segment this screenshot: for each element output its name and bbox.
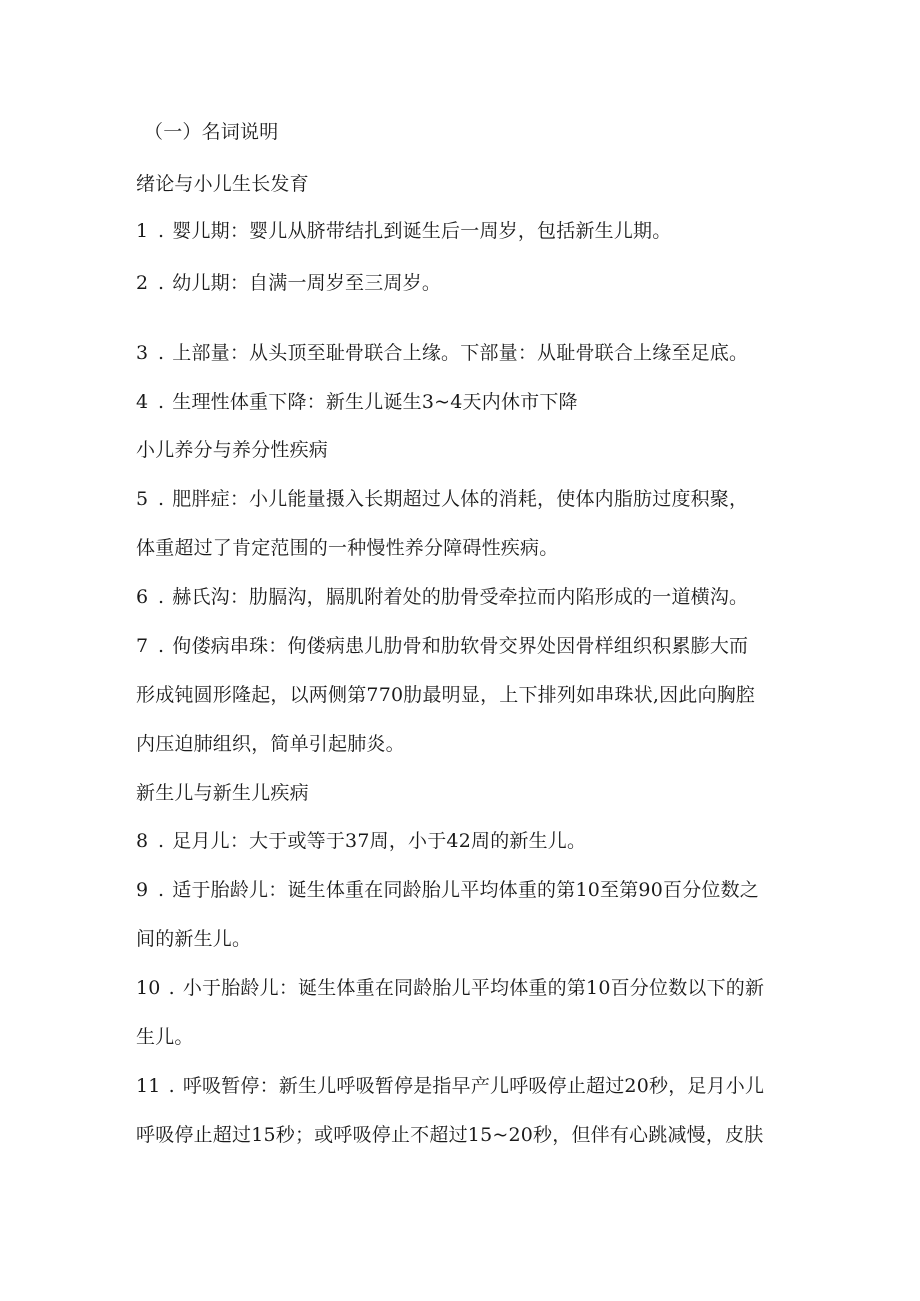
item-text: 上部量：从头顶至耻骨联合上缘。下部量：从耻骨联合上缘至足底。 — [172, 342, 749, 364]
list-item-11-continuation: 呼吸停止超过15秒；或呼吸停止不超过15~20秒，但伴有心跳减慢，皮肤 — [136, 1124, 764, 1146]
item-text: 佝偻病串珠：佝偻病患儿肋骨和肋软骨交界处因骨样组织积累膨大而 — [172, 635, 749, 657]
list-item-5 — [136, 487, 748, 511]
list-item-7-continuation: 内压迫肺组织，简单引起肺炎。 — [136, 733, 405, 755]
item-number: 2 — [136, 272, 149, 294]
item-text: 幼儿期：自满一周岁至三周岁。 — [172, 272, 442, 294]
item-text: 小于胎龄儿：诞生体重在同龄胎儿平均体重的第10百分位数以下的新 — [182, 977, 765, 999]
item-text: 肥胖症：小儿能量摄入长期超过人体的消耗，使体内脂肪过度积聚， — [172, 488, 749, 510]
item-separator: . — [158, 586, 165, 608]
item-separator: . — [158, 391, 165, 413]
list-item-7 — [136, 634, 748, 658]
item-number: 7 — [136, 635, 149, 657]
item-text: 呼吸暂停：新生儿呼吸暂停是指早产儿呼吸停止超过20秒，足月小儿 — [182, 1075, 765, 1097]
item-text: 赫氏沟：肋膈沟，膈肌附着处的肋骨受牵拉而内陷形成的一道横沟。 — [172, 586, 749, 608]
item-number: 10 — [136, 977, 161, 999]
item-text: 生理性体重下降：新生儿诞生3~4天内休市下降 — [172, 391, 578, 413]
list-item-7-continuation: 形成钝圆形隆起，以两侧第770肋最明显，上下排列如串珠状,因此向胸腔 — [136, 684, 756, 706]
list-item-10-continuation: 生儿。 — [136, 1026, 194, 1048]
item-separator: . — [158, 879, 165, 901]
item-number: 3 — [136, 342, 149, 364]
item-number: 4 — [136, 391, 149, 413]
item-text: 婴儿期：婴儿从脐带结扎到诞生后一周岁，包括新生儿期。 — [172, 220, 672, 242]
item-number: 1 — [136, 220, 149, 242]
list-item-9 — [136, 878, 759, 902]
section-heading-nutrition: 小儿养分与养分性疾病 — [136, 439, 329, 461]
item-separator: . — [158, 830, 165, 852]
list-item-10 — [136, 976, 764, 1000]
section-heading-newborn: 新生儿与新生儿疾病 — [136, 782, 309, 804]
item-text: 足月儿：大于或等于37周，小于42周的新生儿。 — [172, 830, 587, 852]
section-heading-growth: 绪论与小儿生长发育 — [136, 173, 309, 195]
list-item-8 — [136, 829, 586, 853]
item-separator: . — [168, 1075, 175, 1097]
item-number: 6 — [136, 586, 149, 608]
item-separator: . — [158, 220, 165, 242]
list-item-4 — [136, 390, 578, 414]
item-number: 11 — [136, 1075, 161, 1097]
list-item-11 — [136, 1074, 764, 1098]
list-item-3 — [136, 341, 748, 365]
item-number: 5 — [136, 488, 149, 510]
item-number: 9 — [136, 879, 149, 901]
item-separator: . — [158, 488, 165, 510]
item-separator: . — [158, 342, 165, 364]
list-item-6 — [136, 585, 748, 609]
list-item-9-continuation: 间的新生儿。 — [136, 928, 252, 950]
item-separator: . — [158, 635, 165, 657]
list-item-2 — [136, 271, 441, 295]
item-text: 适于胎龄儿：诞生体重在同龄胎儿平均体重的第10至第90百分位数之 — [172, 879, 760, 901]
list-item-5-continuation: 体重超过了肯定范围的一种慢性养分障碍性疾病。 — [136, 537, 559, 559]
list-item-1 — [136, 219, 671, 243]
item-separator: . — [168, 977, 175, 999]
part-title: （一）名词说明 — [144, 121, 279, 143]
item-number: 8 — [136, 830, 149, 852]
item-separator: . — [158, 272, 165, 294]
